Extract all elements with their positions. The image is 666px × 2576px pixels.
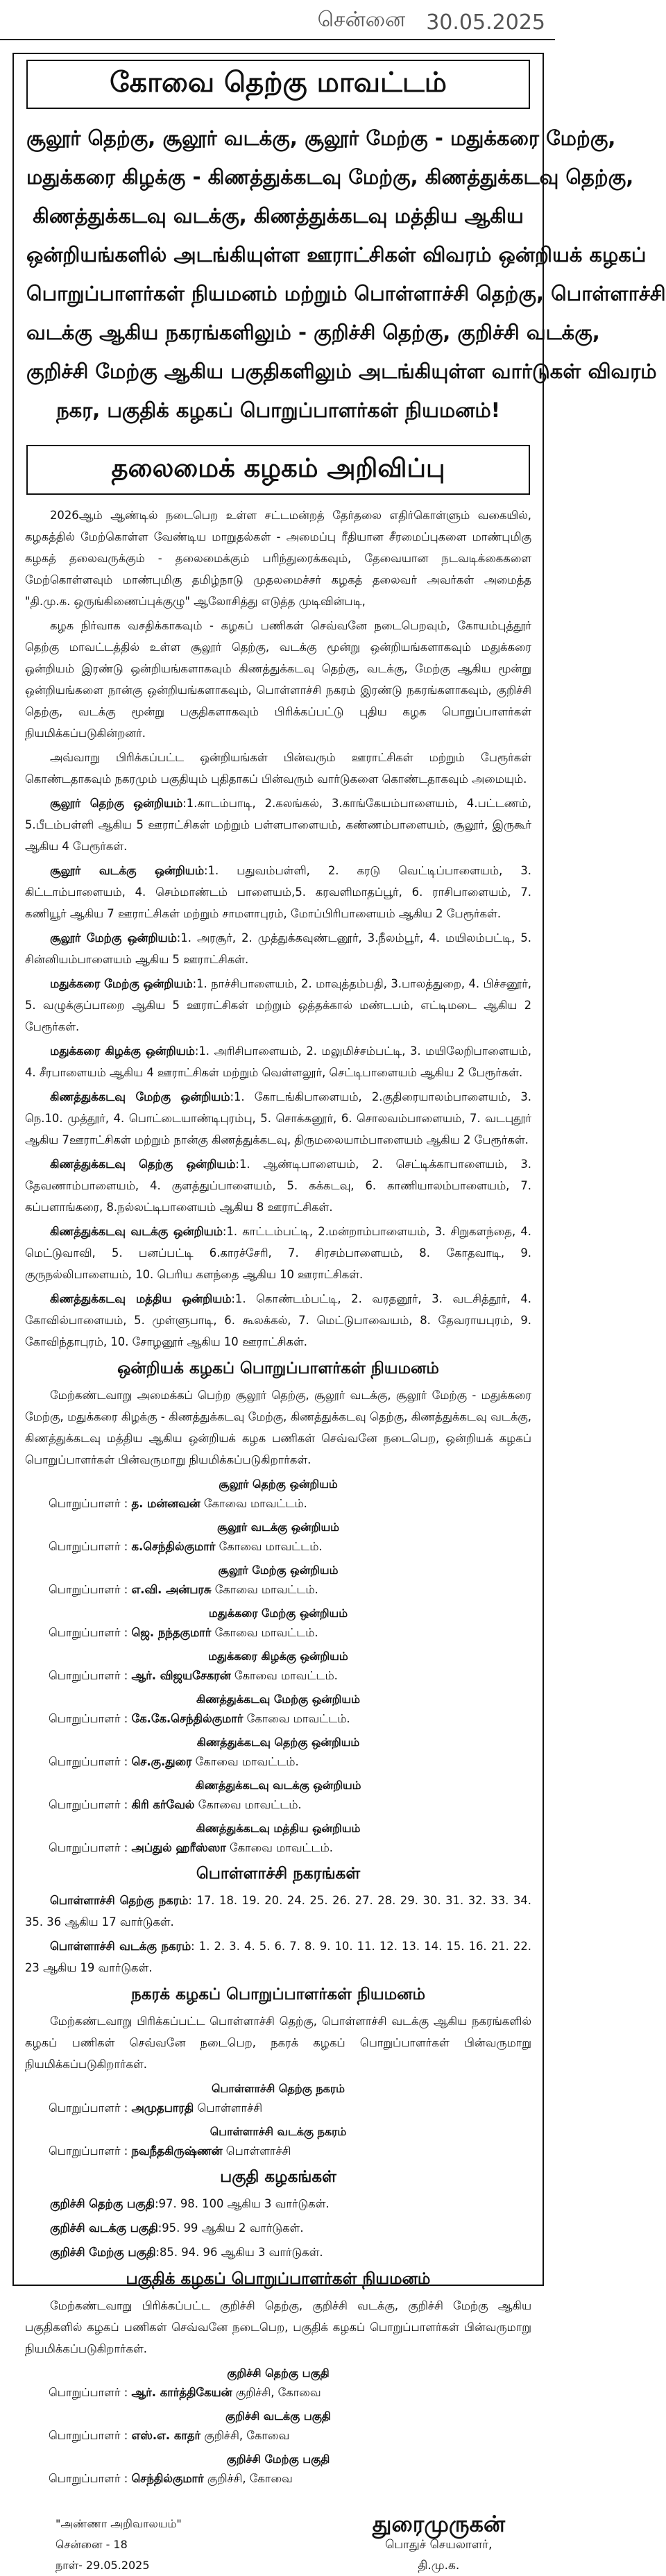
footer-address	[56, 2514, 182, 2576]
official-name: எஸ்.எ. காதர்	[131, 2429, 201, 2442]
area-list	[24, 2193, 533, 2263]
official-unit: சூலூர் மேற்கு ஒன்றியம்	[218, 1564, 339, 1577]
area-entry	[25, 2242, 531, 2263]
headline	[24, 109, 666, 435]
union-entry	[25, 973, 531, 1037]
signatory-name: துரைமுருகன்	[372, 2511, 505, 2537]
area-officials-paragraph: மேற்கண்டவாறு பிரிக்கப்பட்ட குறிச்சி தெற்கு, குறிச்சி வடக்கு, குறிச்சி மேற்கு ஆகிய பகுதிகளில் கழகப் பணிகள் செவ்வனே நடைபெற, பகுதிக் கழகப் பொறுப்பாளர்கள் பின்வருமாறு நியமிக்கப்படுகிறார்கள்.	[25, 2299, 531, 2355]
official-row	[24, 1709, 533, 1729]
union-entry-text: :1. அரசூர், 2. முத்துக்கவுண்டனூர், 3.நீலம்பூர், 4. மயிலம்பட்டி, 5. சின்னியம்பாளையம் ஆகிய 5 ஊராட்சிகள்.	[25, 931, 531, 966]
area-officials-heading: பகுதிக் கழகப் பொறுப்பாளர்கள் நியமனம்	[126, 2270, 431, 2288]
official-place: கோவை மாவட்டம்.	[214, 1583, 318, 1596]
official-place: பொள்ளாச்சி	[225, 2144, 291, 2158]
area-entry-text: :85. 94. 96 ஆகிய 3 வார்டுகள்.	[155, 2246, 323, 2259]
official-row	[24, 1838, 533, 1858]
official-row	[24, 1666, 533, 1686]
footer-signature	[372, 2511, 505, 2576]
official-row	[24, 1795, 533, 1815]
town-entry	[25, 1935, 531, 1978]
town-officials-heading: நகரக் கழகப் பொறுப்பாளர்கள் நியமனம்	[131, 1985, 425, 2003]
union-entry-text: :1. கோடங்கிபாளையம், 2.குதிரையாலம்பாளையம், 3. நெ.10. முத்தூர், 4. பொட்டையாண்டிபுரம்பு, 5. சொக்கனூர், 6. சொலவம்பாளையம், 7. வடபுதூர் ஆகிய 7ஊராட்சிகள் மற்றும் நான்கு கிணத்துக்கடவு, திருமலையாம்பாளையம் ஆகிய 2 பேரூர்கள்.	[25, 1090, 531, 1146]
official-place: கோவை மாவட்டம்.	[214, 1626, 318, 1639]
area-officials-list	[24, 2364, 533, 2489]
footer-date: நாள்- 29.05.2025	[56, 2559, 150, 2572]
official-row	[24, 2426, 533, 2446]
official-name: செந்தில்குமார்	[131, 2472, 204, 2485]
official-place: குறிச்சி, கோவை	[235, 2386, 321, 2399]
footer-city: சென்னை - 18	[56, 2538, 128, 2551]
union-entry-name: கிணத்துக்கடவு தெற்கு ஒன்றியம்	[50, 1158, 236, 1171]
official-label: பொறுப்பாளர் :	[49, 1755, 128, 1768]
union-entry-name: கிணத்துக்கடவு வடக்கு ஒன்றியம்	[50, 1225, 223, 1238]
town-entry	[25, 1890, 531, 1933]
official-label: பொறுப்பாளர் :	[49, 2429, 128, 2442]
union-entry-text: :1.காடம்பாடி, 2.கலங்கல், 3.காங்கேயம்பாளையம், 4.பட்டணம், 5.பீடம்பள்ளி ஆகிய 5 ஊராட்சிகள் மற்றும் பள்ளபாளையம், கண்ணம்பாளையம், சூலூர், இருகூர் ஆகிய 4 பேரூர்கள்.	[25, 797, 531, 853]
official-label: பொறுப்பாளர் :	[49, 1497, 128, 1510]
town-list	[24, 1890, 533, 1978]
announcement-box	[12, 53, 666, 2573]
union-entry	[25, 1221, 531, 1285]
official-name: அப்துல் ஹரீஸ்ஸா	[131, 1841, 226, 1854]
official-unit: கிணத்துக்கடவு மேற்கு ஒன்றியம்	[196, 1693, 360, 1706]
headline-line: பொறுப்பாளர்கள் நியமனம் மற்றும் பொள்ளாச்சி தெற்கு, பொள்ளாச்சி	[26, 282, 666, 305]
union-entry-text: :1. கொண்டம்பட்டி, 2. வரதனூர், 3. வடசித்தூர், 4. கோவில்பாளையம், 5. முள்ளுபாடி, 6. கூலக்கல், 7. மெட்டுபாவையம், 8. தேவராயபுரம், 9. கோவிந்தாபுரம், 10. சோழனூர் ஆகிய 10 ஊராட்சிகள்.	[25, 1292, 531, 1348]
union-officials-paragraph: மேற்கண்டவாறு அமைக்கப் பெற்ற சூலூர் தெற்கு, சூலூர் வடக்கு, சூலூர் மேற்கு - மதுக்கரை மேற்கு, மதுக்கரை கிழக்கு - கிணத்துக்கடவு மேற்கு, கிணத்துக்கடவு தெற்கு, கிணத்துக்கடவு வடக்கு, கிணத்துக்கடவு மத்திய ஆகிய ஒன்றியக் கழக பணிகள் செவ்வனே நடைபெற, ஒன்றியக் கழகப் பொறுப்பாளர்கள் பின்வருமாறு நியமிக்கப்படுகிறார்கள்.	[25, 1389, 531, 1466]
official-name: நவநீதகிருஷ்ணன்	[131, 2144, 223, 2158]
union-entry	[25, 927, 531, 970]
union-entry-text: :1. அரிசிபாளையம், 2. மலுமிச்சம்பட்டி, 3. மயிலேறிபாளையம், 4. சீரபாளையம் ஆகிய 4 ஊராட்சிகள் மற்றும் வெள்ளலூர், செட்டிபாளையம் ஆகிய 2 பேரூர்கள்.	[25, 1044, 531, 1079]
official-name: ஜெ. நந்தகுமார்	[131, 1626, 212, 1639]
union-entry	[25, 860, 531, 924]
official-unit: சூலூர் வடக்கு ஒன்றியம்	[216, 1520, 340, 1534]
headline-line: நகர, பகுதிக் கழகப் பொறுப்பாளர்கள் நியமனம்!	[56, 398, 500, 422]
union-entry	[25, 793, 531, 857]
official-name: செ.கு.துரை	[131, 1755, 192, 1768]
official-label: பொறுப்பாளர் :	[49, 1540, 128, 1553]
notice-heading: தலைமைக் கழகம் அறிவிப்பு	[26, 445, 530, 495]
official-place: கோவை மாவட்டம்.	[229, 1841, 334, 1854]
official-name: க.செந்தில்குமார்	[131, 1540, 216, 1553]
official-unit: கிணத்துக்கடவு தெற்கு ஒன்றியம்	[196, 1736, 360, 1749]
towns-heading: பொள்ளாச்சி நகரங்கள்	[196, 1865, 361, 1883]
official-unit: கிணத்துக்கடவு வடக்கு ஒன்றியம்	[195, 1779, 361, 1792]
official-unit: குறிச்சி வடக்கு பகுதி	[225, 2409, 331, 2423]
union-entry-name: சூலூர் மேற்கு ஒன்றியம்	[50, 931, 177, 944]
union-entry-text: :1. ஆண்டிபாளையம், 2. செட்டிக்காபாளையம், 3. தேவணாம்பாளையம், 4. குளத்துப்பாளையம், 5. கக்கடவு, 6. காணியாலம்பாளையம், 7. கப்பளாங்கரை, 8.நல்லட்டிபாளையம் ஆகிய 8 ஊராட்சிகள்.	[25, 1158, 531, 1214]
union-entry	[25, 1288, 531, 1353]
official-name: ஆர். விஜயசேகரன்	[131, 1669, 231, 1682]
union-list	[24, 793, 533, 1353]
official-place: கோவை மாவட்டம்.	[198, 1798, 302, 1811]
town-entry-name: பொள்ளாச்சி தெற்கு நகரம்	[50, 1894, 189, 1907]
union-entry	[25, 1086, 531, 1151]
official-unit: கிணத்துக்கடவு மத்திய ஒன்றியம்	[196, 1822, 361, 1835]
official-row	[24, 2469, 533, 2489]
official-place: கோவை மாவட்டம்.	[195, 1755, 299, 1768]
town-entry-name: பொள்ளாச்சி வடக்கு நகரம்	[50, 1940, 191, 1953]
district-title: கோவை தெற்கு மாவட்டம்	[26, 60, 530, 109]
official-name: கே.கே.செந்தில்குமார்	[131, 1712, 244, 1725]
union-entry-text: :1. நாச்சிபாளையம், 2. மாவுத்தம்பதி, 3.பாலத்துறை, 4. பிச்சனூர், 5. வழுக்குப்பாறை ஆகிய 5 ஊராட்சிகள் மற்றும் ஒத்தக்கால் மண்டபம், எட்டிமடை ஆகிய 2 பேரூர்கள்.	[25, 977, 531, 1033]
dateline-city: சென்னை	[317, 8, 406, 32]
official-unit: சூலூர் தெற்கு ஒன்றியம்	[219, 1477, 338, 1491]
area-entry-text: :95. 99 ஆகிய 2 வார்டுகள்.	[157, 2221, 304, 2235]
union-entry	[25, 1040, 531, 1083]
union-entry-name: மதுக்கரை மேற்கு ஒன்றியம்	[50, 977, 193, 990]
official-unit: குறிச்சி தெற்கு பகுதி	[227, 2366, 330, 2380]
area-entry-name: குறிச்சி தெற்கு பகுதி	[50, 2197, 155, 2210]
official-place: கோவை மாவட்டம்.	[246, 1712, 350, 1725]
official-unit: குறிச்சி மேற்கு பகுதி	[226, 2452, 330, 2466]
signatory-role: பொதுச் செயலாளர்,	[385, 2538, 493, 2552]
official-place: பொள்ளாச்சி	[197, 2101, 263, 2115]
town-entry-text: : 17. 18. 19. 20. 24. 25. 26. 27. 28. 29. 30. 31. 32. 33. 34. 35. 36 ஆகிய 17 வார்டுகள்.	[25, 1894, 531, 1929]
dateline	[0, 0, 555, 40]
signatory-party: தி.மு.க.	[418, 2559, 460, 2573]
official-name: ஆர். கார்த்திகேயன்	[131, 2386, 232, 2399]
official-place: குறிச்சி, கோவை	[207, 2472, 293, 2485]
footer-office: "அண்ணா அறிவாலயம்"	[56, 2517, 182, 2530]
headline-line: குறிச்சி மேற்கு ஆகிய பகுதிகளிலும் அடங்கியுள்ள வார்டுகள் விவரம்	[26, 359, 657, 383]
intro-paragraph: அவ்வாறு பிரிக்கப்பட்ட ஒன்றியங்கள் பின்வரும் ஊராட்சிகள் மற்றும் பேரூர்கள் கொண்டதாகவும் நகரமும் பகுதியும் புதிதாகப் பின்வரும் வார்டுகளை கொண்டதாகவும் அமையும்.	[25, 751, 531, 786]
official-label: பொறுப்பாளர் :	[49, 1712, 128, 1725]
official-row	[24, 1580, 533, 1600]
town-officials-paragraph: மேற்கண்டவாறு பிரிக்கப்பட்ட பொள்ளாச்சி தெற்கு, பொள்ளாச்சி வடக்கு ஆகிய நகரங்களில் கழகப் பணிகள் செவ்வனே நடைபெற, நகரக் கழகப் பொறுப்பாளர்கள் பின்வருமாறு நியமிக்கப்படுகிறார்கள்.	[25, 2015, 531, 2071]
official-place: கோவை மாவட்டம்.	[219, 1540, 323, 1553]
union-entry-name: கிணத்துக்கடவு மத்திய ஒன்றியம்	[50, 1292, 232, 1305]
union-entry-name: மதுக்கரை கிழக்கு ஒன்றியம்	[50, 1044, 195, 1058]
official-label: பொறுப்பாளர் :	[49, 1841, 128, 1854]
areas-heading: பகுதி கழகங்கள்	[220, 2168, 336, 2186]
headline-line: கிணத்துக்கடவு வடக்கு, கிணத்துக்கடவு மத்திய ஆகிய	[33, 204, 524, 228]
official-label: பொறுப்பாளர் :	[49, 1798, 128, 1811]
official-row	[24, 1752, 533, 1772]
headline-line: வடக்கு ஆகிய நகரங்களிலும் - குறிச்சி தெற்கு, குறிச்சி வடக்கு,	[26, 321, 600, 344]
intro-paragraph: கழக நிர்வாக வசதிக்காகவும் - கழகப் பணிகள் செவ்வனே நடைபெறவும், கோயம்புத்தூர் தெற்கு மாவட்டத்தில் உள்ள சூலூர் தெற்கு, வடக்கு மூன்று ஒன்றியங்களாகவும் மதுக்கரை ஒன்றியம் இரண்டு ஒன்றியங்களாகவும் கிணத்துக்கடவு தெற்கு, வடக்கு, மேற்கு ஆகிய மூன்று ஒன்றியங்களை நான்கு ஒன்றியங்களாகவும், பொள்ளாச்சி நகரம் இரண்டு நகரங்களாகவும், குறிச்சி தெற்கு, வடக்கு மூன்று பகுதிகளாகவும் பிரிக்கப்பட்டு புதிய கழக பொறுப்பாளர்கள் நியமிக்கப்படுகின்றனர்.	[25, 619, 531, 740]
town-entry-text: : 1. 2. 3. 4. 5. 6. 7. 8. 9. 10. 11. 12. 13. 14. 15. 16. 21. 22. 23 ஆகிய 19 வார்டுகள்.	[25, 1940, 531, 1974]
official-unit: மதுக்கரை மேற்கு ஒன்றியம்	[208, 1607, 348, 1620]
union-entry	[25, 1153, 531, 1218]
official-unit: பொள்ளாச்சி வடக்கு நகரம்	[210, 2125, 347, 2138]
area-entry	[25, 2193, 531, 2214]
area-entry	[25, 2217, 531, 2239]
official-name: எ.வி. அன்பரசு	[131, 1583, 212, 1596]
official-name: த. மன்னவன்	[131, 1497, 200, 1510]
official-row	[24, 2099, 533, 2118]
union-entry-name: சூலூர் தெற்கு ஒன்றியம்	[50, 797, 183, 810]
official-row	[24, 1623, 533, 1643]
official-label: பொறுப்பாளர் :	[49, 2472, 128, 2485]
official-label: பொறுப்பாளர் :	[49, 2144, 128, 2158]
union-officials-heading: ஒன்றியக் கழகப் பொறுப்பாளர்கள் நியமனம்	[117, 1359, 439, 1378]
official-row	[24, 2383, 533, 2403]
union-entry-text: :1. காட்டம்பட்டி, 2.மன்றாம்பாளையம், 3. சிறுகளந்தை, 4. மெட்டுவாவி, 5. பனப்பட்டி 6.காரச்சேரி, 7. சிரசம்பாளையம், 8. கோதவாடி, 9. குருநல்லிபாளையம், 10. பெரிய களந்தை ஆகிய 10 ஊராட்சிகள்.	[25, 1225, 532, 1281]
official-unit: மதுக்கரை கிழக்கு ஒன்றியம்	[208, 1650, 348, 1663]
headline-line: மதுக்கரை கிழக்கு - கிணத்துக்கடவு மேற்கு, கிணத்துக்கடவு தெற்கு,	[26, 165, 634, 189]
official-unit: பொள்ளாச்சி தெற்கு நகரம்	[211, 2082, 345, 2095]
footer	[24, 2511, 533, 2576]
headline-line: ஒன்றியங்களில் அடங்கியுள்ள ஊராட்சிகள் விவரம் ஒன்றியக் கழகப்	[26, 243, 647, 266]
area-entry-name: குறிச்சி வடக்கு பகுதி	[50, 2221, 158, 2235]
official-label: பொறுப்பாளர் :	[49, 1626, 128, 1639]
official-label: பொறுப்பாளர் :	[49, 2386, 128, 2399]
official-row	[24, 1537, 533, 1557]
official-name: அமுதபாரதி	[131, 2101, 194, 2115]
union-entry-text: :1. பதுவம்பள்ளி, 2. கரடு வெட்டிப்பாளையம், 3. கிட்டாம்பாளையம், 4. செம்மாண்டம் பாளையம்,5. கரவளிமாதப்பூர், 6. ராசிபாளையம், 7. கணியூர் ஆகிய 7 ஊராட்சிகள் மற்றும் சாமளாபுரம், மோப்பிரிபாளையம் ஆகிய 2 பேரூர்கள்.	[25, 864, 531, 920]
official-place: கோவை மாவட்டம்.	[203, 1497, 307, 1510]
union-entry-name: கிணத்துக்கடவு மேற்கு ஒன்றியம்	[50, 1090, 230, 1103]
union-officials-list	[24, 1475, 533, 1858]
official-place: குறிச்சி, கோவை	[204, 2429, 290, 2442]
headline-line: சூலூர் தெற்கு, சூலூர் வடக்கு, சூலூர் மேற்கு - மதுக்கரை மேற்கு,	[26, 126, 616, 150]
official-name: கிரி கர்வேல்	[131, 1798, 195, 1811]
town-officials-list	[24, 2079, 533, 2161]
official-label: பொறுப்பாளர் :	[49, 2101, 128, 2115]
official-label: பொறுப்பாளர் :	[49, 1669, 128, 1682]
official-row	[24, 2142, 533, 2161]
official-place: கோவை மாவட்டம்.	[234, 1669, 338, 1682]
official-row	[24, 1494, 533, 1514]
area-entry-name: குறிச்சி மேற்கு பகுதி	[50, 2246, 156, 2259]
union-entry-name: சூலூர் வடக்கு ஒன்றியம்	[50, 864, 205, 877]
area-entry-text: :97. 98. 100 ஆகிய 3 வார்டுகள்.	[155, 2197, 330, 2210]
intro-paragraph: 2026ஆம் ஆண்டில் நடைபெற உள்ள சட்டமன்றத் தேர்தலை எதிர்கொள்ளும் வகையில், கழகத்தில் மேற்கொள்ள வேண்டிய மாறுதல்கள் - அமைப்பு ரீதியான சீரமைப்புகளை மாண்புமிகு கழகத் தலைவருக்கும் - தலைமைக்கும் பரிந்துரைக்கவும், தேவையான நடவடிக்கைகளை மேற்கொள்ளவும் மாண்புமிகு தமிழ்நாடு முதலமைச்சர் கழகத் தலைவர் அவர்கள் அமைத்த "தி.மு.க. ஒருங்கிணைப்புக்குழு" ஆலோசித்து எடுத்த முடிவின்படி,	[25, 509, 531, 608]
dateline-date: 30.05.2025	[426, 10, 545, 35]
official-label: பொறுப்பாளர் :	[49, 1583, 128, 1596]
